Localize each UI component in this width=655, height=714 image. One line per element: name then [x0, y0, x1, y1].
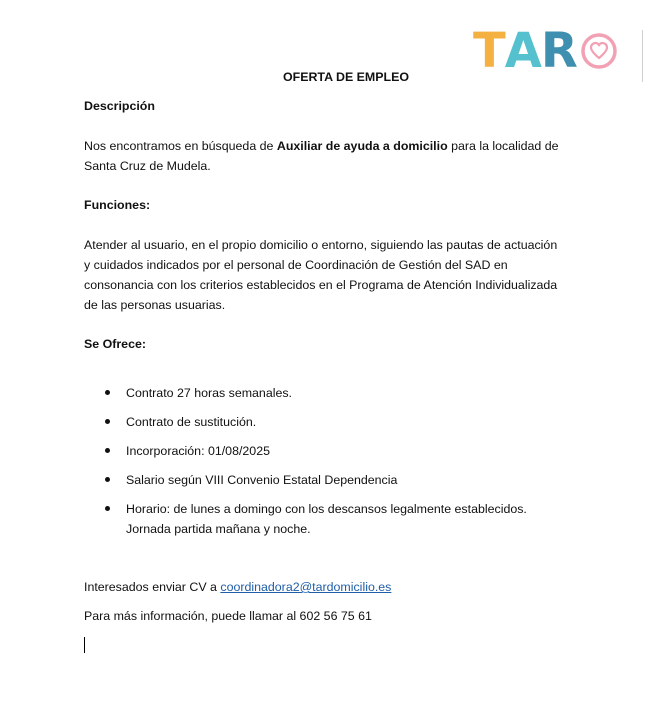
contacto-info-line: Para más información, puede llamar al 602 56 75 61	[84, 609, 372, 623]
bullet-icon	[105, 390, 110, 395]
list-item-text: Incorporación: 01/08/2025	[126, 444, 270, 458]
job-title: Auxiliar de ayuda a domicilio	[276, 139, 448, 153]
list-item	[84, 441, 584, 461]
bullet-icon	[105, 506, 110, 511]
funciones-line: Atender al usuario, en el propio domicilio o entorno, siguiendo las pautas de actuación	[84, 238, 558, 252]
contacto-cv-line	[84, 577, 584, 597]
tar-logo	[473, 23, 619, 79]
logo-letter-r: R	[540, 23, 577, 79]
descripcion-post: para la localidad de	[447, 139, 559, 153]
list-item-text: Contrato de sustitución.	[126, 415, 257, 429]
funciones-paragraph	[84, 235, 584, 315]
descripcion-heading: Descripción	[84, 99, 155, 113]
descripcion-pre: Nos encontramos en búsqueda de	[84, 139, 277, 153]
logo-letter-a: A	[504, 23, 541, 79]
list-item-text-continued: Jornada partida mañana y noche.	[126, 522, 311, 536]
text-cursor	[84, 637, 85, 653]
bullet-icon	[105, 419, 110, 424]
list-item-text: Contrato 27 horas semanales.	[126, 386, 292, 400]
funciones-line: y cuidados indicados por el personal de Coordinación de Gestión del SAD en	[84, 258, 508, 272]
heart-o-icon	[579, 29, 619, 73]
logo-letter-t: T	[473, 23, 505, 79]
descripcion-paragraph	[84, 136, 584, 176]
ofrece-heading: Se Ofrece:	[84, 337, 146, 351]
list-item	[84, 412, 584, 432]
list-item	[84, 499, 584, 539]
descripcion-line-1	[84, 136, 584, 156]
email-link[interactable]: coordinadora2@tardomicilio.es	[220, 580, 392, 594]
list-item-text: Horario: de lunes a domingo con los descansos legalmente establecidos.	[126, 502, 527, 516]
list-item	[84, 383, 584, 403]
list-item-text: Salario según VIII Convenio Estatal Dependencia	[126, 473, 398, 487]
cv-prefix: Interesados enviar CV a	[84, 580, 221, 594]
descripcion-line-2: Santa Cruz de Mudela.	[84, 159, 211, 173]
ofrece-list	[84, 383, 584, 548]
funciones-heading: Funciones:	[84, 198, 151, 212]
document-title: OFERTA DE EMPLEO	[283, 70, 409, 84]
funciones-line: de las personas usuarias.	[84, 298, 226, 312]
bullet-icon	[105, 477, 110, 482]
funciones-line: consonancia con los criterios establecidos en el Programa de Atención Individualizada	[84, 278, 558, 292]
bullet-icon	[105, 448, 110, 453]
list-item	[84, 470, 584, 490]
